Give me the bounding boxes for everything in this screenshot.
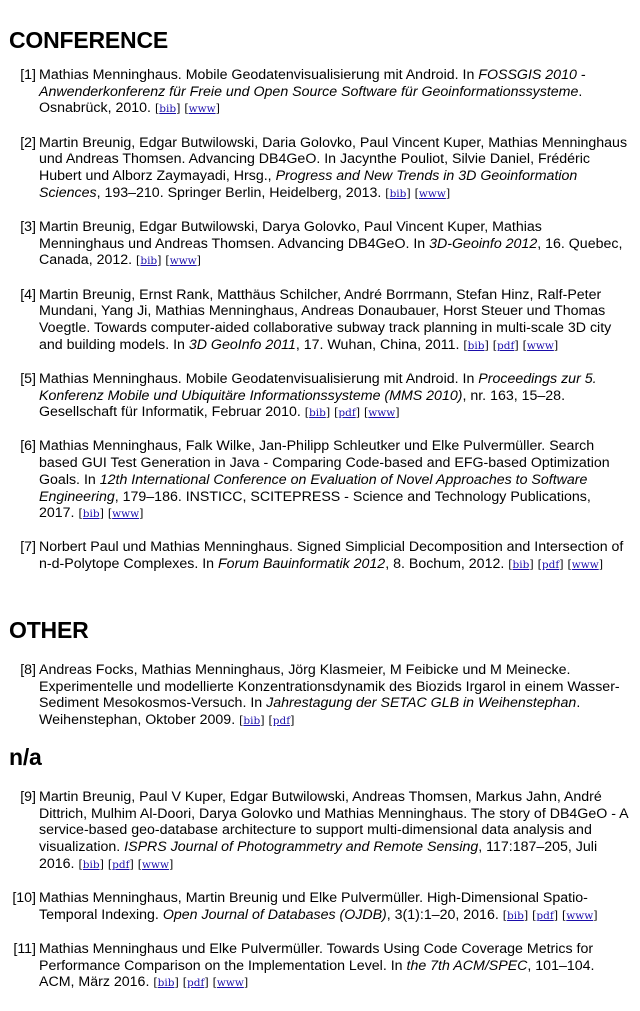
link-bracket: ]	[406, 186, 411, 200]
www-link[interactable]: www	[566, 909, 594, 922]
bib-link[interactable]: bib	[309, 407, 326, 420]
citation-authors-title: Martin Breunig, Paul V Kuper, Edgar Butwilowski, Andreas Thomsen, Markus Jahn, André Dittrich, Mulhim Al-Doori, Darya Golovko und Mathias Menninghaus. The story of DB4GeO - A service-based geo-database architecture to support multi-dimensional data analysis and visualization.	[39, 789, 628, 856]
citation-details: , 179–186. INSTICC, SCITEPRESS - Science and Technology Publications, 2017.	[39, 488, 591, 522]
www-link[interactable]: www	[188, 103, 216, 116]
citation-details: , nr. 163, 15–28. Gesellschaft für Informatik, Februar 2010.	[39, 387, 566, 421]
publication-entry	[0, 287, 636, 355]
link-bracket: [	[137, 857, 143, 871]
link-bracket: ]	[529, 558, 534, 572]
link-bracket: ]	[445, 186, 451, 200]
bib-link[interactable]: bib	[140, 255, 158, 268]
link-bracket: [	[522, 338, 527, 352]
publication-entry	[0, 789, 636, 874]
conference-list	[0, 67, 636, 590]
pdf-link[interactable]: pdf	[338, 407, 356, 420]
link-bracket: [	[567, 558, 572, 572]
entry-citation	[39, 219, 636, 270]
citation-authors-title: Mathias Menninghaus. Mobile Geodatenvisualisierung mit Android. In	[39, 67, 479, 83]
link-bracket: ]	[243, 976, 249, 990]
link-bracket: [	[154, 102, 160, 116]
link-bracket: ]	[593, 908, 598, 922]
www-link[interactable]: www	[571, 559, 599, 572]
citation-details: , 193–210. Springer Berlin, Heidelberg, 2013.	[96, 184, 382, 201]
section-heading-conference: CONFERENCE	[9, 27, 169, 53]
link-bracket: ]	[204, 976, 209, 990]
publication-entry	[0, 135, 636, 203]
link-bracket: ]	[484, 338, 489, 352]
section-heading-other: OTHER	[9, 617, 89, 643]
link-bracket: ]	[99, 857, 104, 871]
entry-citation	[39, 438, 636, 523]
link-bracket: [	[508, 558, 513, 572]
link-bracket: [	[78, 507, 83, 521]
citation-details: , 17. Wuhan, China, 2011.	[295, 336, 460, 353]
www-link[interactable]: www	[526, 339, 554, 352]
link-bracket: ]	[559, 558, 564, 572]
www-link[interactable]: www	[112, 508, 140, 521]
link-bracket: [	[364, 406, 369, 420]
link-bracket: [	[212, 976, 217, 990]
entry-citation	[39, 941, 636, 992]
link-bracket: ]	[355, 406, 361, 420]
citation-venue: 3D GeoInfo 2011	[188, 336, 296, 353]
pdf-link[interactable]: pdf	[497, 339, 515, 352]
link-bracket: ]	[129, 857, 134, 871]
bib-link[interactable]: bib	[243, 715, 261, 728]
publication-entry	[0, 67, 636, 118]
link-bracket: [	[492, 338, 498, 352]
entry-number: [6]	[20, 438, 36, 455]
bib-link[interactable]: bib	[82, 508, 100, 521]
citation-details: , 3(1):1–20, 2016.	[386, 906, 499, 923]
entry-number: [1]	[20, 67, 36, 83]
link-bracket: ]	[553, 338, 559, 352]
link-bracket: [	[153, 976, 158, 990]
bib-link[interactable]: bib	[389, 187, 407, 200]
entry-number: [11]	[13, 940, 36, 957]
entry-citation	[39, 371, 636, 422]
entry-citation	[39, 890, 636, 924]
pdf-link[interactable]: pdf	[112, 858, 130, 871]
link-bracket: ]	[174, 976, 179, 990]
publication-entry	[0, 219, 636, 270]
citation-venue: the 7th ACM/SPEC	[406, 957, 528, 974]
citation-authors-title: Martin Breunig, Edgar Butwilowski, Darya Golovko, Paul Vincent Kuper, Mathias Menninghaus und Andreas Thomsen. Advancing DB4GeO. In	[39, 218, 542, 252]
entry-number: [10]	[12, 890, 36, 907]
link-bracket: ]	[325, 406, 331, 420]
link-bracket: [	[532, 908, 537, 922]
entry-citation	[39, 662, 636, 730]
link-bracket: [	[304, 406, 310, 420]
publication-entry	[0, 438, 636, 523]
bib-link[interactable]: bib	[507, 909, 524, 922]
bib-link[interactable]: bib	[512, 559, 530, 572]
publication-entry	[0, 890, 636, 924]
link-bracket: [	[182, 976, 187, 990]
link-bracket: ]	[553, 908, 559, 922]
entry-number: [3]	[20, 218, 36, 235]
entry-number: [7]	[20, 539, 36, 556]
citation-authors-title: Martin Breunig, Edgar Butwilowski, Daria Golovko, Paul Vincent Kuper, Mathias Menninghaus und Andreas Thomsen. Advancing DB4GeO. In Jacynthe Pouliot, Silvie Daniel, Frédéric Hubert und Alborz Zaymayadi, Hrsg.,	[39, 134, 628, 185]
citation-details: . Osnabrück, 2010.	[39, 83, 583, 117]
citation-venue: Progress and New Trends in 3D Geoinformation Sciences	[39, 168, 578, 201]
link-bracket: ]	[99, 507, 104, 521]
entry-number: [4]	[20, 286, 36, 303]
www-link[interactable]: www	[418, 187, 446, 200]
link-bracket: ]	[168, 857, 174, 871]
link-bracket: [	[165, 254, 170, 268]
link-bracket: [	[385, 186, 390, 200]
entry-number: [9]	[20, 789, 36, 805]
publication-entry	[0, 371, 636, 422]
entry-citation	[39, 287, 636, 355]
section-heading-na: n/a	[9, 744, 42, 770]
link-bracket: [	[107, 857, 113, 871]
citation-venue: 12th International Conference on Evaluation of Novel Approaches to Software Engineering	[39, 471, 588, 505]
www-link[interactable]: www	[169, 255, 197, 268]
entry-citation	[39, 135, 636, 203]
bib-link[interactable]: bib	[157, 977, 175, 990]
citation-venue: ISPRS Journal of Photogrammetry and Remote Sensing	[124, 839, 479, 856]
link-bracket: ]	[290, 714, 295, 728]
citation-authors-title: Martin Breunig, Ernst Rank, Matthäus Schilcher, André Borrmann, Stefan Hinz, Ralf-Peter Mundani, Yang Ji, Mathias Menninghaus, Andreas Donaubauer, Horst Steuer und Thomas Voegtle. Towards computer-aided collaborative subway track planning in multi-scale 3D city and building models. In	[39, 286, 612, 353]
citation-venue: Forum Bauinformatik 2012	[218, 556, 386, 573]
link-bracket: [	[502, 908, 508, 922]
citation-details: , 117:187–205, Juli 2016.	[39, 839, 598, 872]
www-link[interactable]: www	[216, 977, 244, 990]
link-bracket: ]	[514, 338, 519, 352]
link-bracket: [	[334, 406, 339, 420]
entry-number: [2]	[20, 134, 36, 151]
citation-authors-title: Mathias Menninghaus und Elke Pulvermüller. Towards Using Code Coverage Metrics for Performance Comparison on the Implementation Level. In	[39, 940, 594, 974]
citation-details: . Weihenstephan, Oktober 2009.	[39, 695, 581, 729]
na-list	[0, 789, 636, 1009]
citation-authors-title: Mathias Menninghaus, Martin Breunig und Elke Pulvermüller. High-Dimensional Spatio-Temporal Indexing.	[39, 890, 588, 923]
link-bracket: ]	[523, 908, 529, 922]
link-bracket: ]	[176, 102, 181, 116]
citation-details: , 8. Bochum, 2012.	[385, 556, 505, 573]
link-bracket: [	[562, 908, 567, 922]
link-bracket: ]	[196, 254, 201, 268]
citation-venue: Open Journal of Databases (OJDB)	[162, 906, 387, 923]
link-bracket: [	[537, 558, 542, 572]
pdf-link[interactable]: pdf	[187, 977, 205, 990]
link-bracket: ]	[598, 558, 604, 572]
bib-link[interactable]: bib	[82, 858, 100, 871]
bib-link[interactable]: bib	[467, 339, 485, 352]
link-bracket: [	[239, 714, 244, 728]
citation-authors-title: Mathias Menninghaus, Falk Wilke, Jan-Philipp Schleutker und Elke Pulvermüller. Search based GUI Test Generation in Java - Comparing Code-based and EFG-based Optimization Goals. In	[39, 438, 610, 488]
citation-authors-title: Andreas Focks, Mathias Menninghaus, Jörg Klasmeier, M Feibicke und M Meinecke. Experimentelle und modellierte Konzentrationsdynamik des Biozids Irgarol in einem Wasser-Sediment Mesokosmos-Versuch. In	[39, 662, 620, 712]
pdf-link[interactable]: pdf	[541, 559, 560, 572]
pdf-link[interactable]: pdf	[272, 715, 291, 728]
link-bracket: [	[136, 254, 141, 268]
citation-venue: Proceedings zur 5. Konferenz Mobile und Ubiquitäre Informationssysteme (MMS 2010)	[39, 370, 597, 404]
other-list	[0, 662, 636, 746]
link-bracket: ]	[260, 714, 265, 728]
link-bracket: [	[107, 507, 113, 521]
citation-authors-title: Norbert Paul und Mathias Menninghaus. Signed Simplicial Decomposition and Intersection of n-d-Polytope Complexes. In	[39, 539, 624, 573]
link-bracket: [	[463, 338, 468, 352]
entry-number: [8]	[20, 662, 36, 678]
link-bracket: ]	[215, 102, 220, 116]
publication-entry	[0, 941, 636, 992]
bib-link[interactable]: bib	[159, 103, 177, 116]
citation-venue: Jahrestagung der SETAC GLB in Weihenstephan	[266, 695, 577, 712]
link-bracket: ]	[395, 406, 400, 420]
entry-number: [5]	[20, 370, 36, 387]
link-bracket: ]	[139, 507, 144, 521]
pdf-link[interactable]: pdf	[536, 909, 554, 922]
publication-entry	[0, 662, 636, 730]
citation-authors-title: Mathias Menninghaus. Mobile Geodatenvisualisierung mit Android. In	[39, 370, 479, 387]
publication-entry	[0, 539, 636, 573]
link-bracket: [	[78, 857, 83, 871]
citation-details: , 101–104. ACM, März 2016.	[39, 957, 595, 991]
link-bracket: ]	[157, 254, 162, 268]
entry-citation	[39, 67, 636, 118]
entry-citation	[39, 539, 636, 573]
link-bracket: [	[184, 102, 189, 116]
link-bracket: [	[268, 714, 273, 728]
www-link[interactable]: www	[142, 858, 169, 871]
citation-venue: 3D-Geoinfo 2012	[429, 235, 538, 252]
citation-venue: FOSSGIS 2010 - Anwenderkonferenz für Freie und Open Source Software für Geoinformationssysteme	[39, 67, 586, 100]
link-bracket: [	[414, 186, 419, 200]
citation-details: , 16. Quebec, Canada, 2012.	[39, 235, 623, 269]
entry-citation	[39, 789, 636, 874]
www-link[interactable]: www	[368, 407, 396, 420]
